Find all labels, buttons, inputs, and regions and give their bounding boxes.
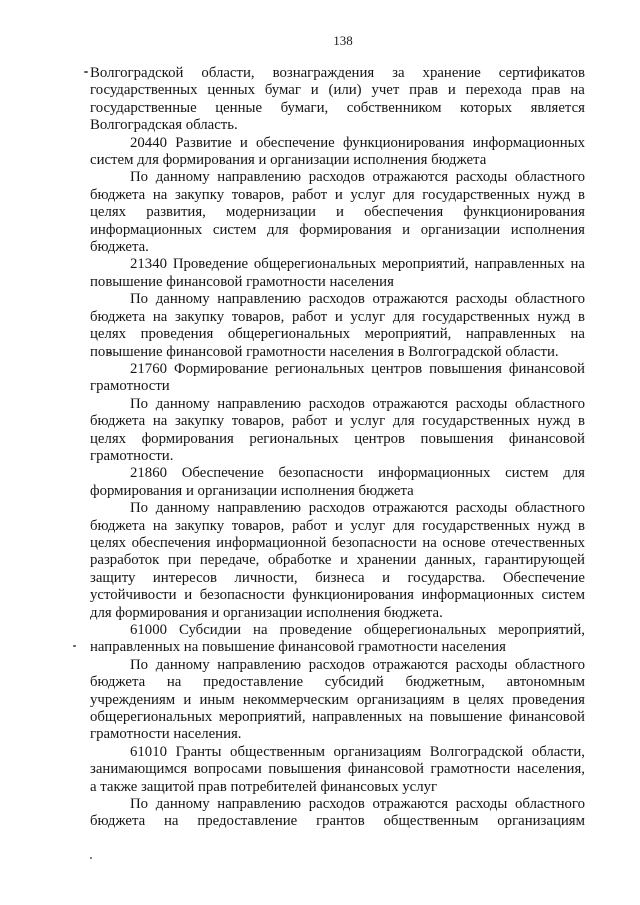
word: региональных: [249, 430, 339, 447]
word: обеспечения: [364, 204, 444, 221]
word: для: [392, 186, 415, 203]
page-number: 138: [333, 33, 353, 48]
word: некоммерческим: [242, 691, 349, 708]
word: данному: [155, 169, 210, 186]
word: бюджета: [90, 813, 146, 830]
word: и: [334, 413, 343, 430]
word: услуг: [350, 413, 386, 430]
word: По: [130, 291, 149, 308]
word: государственных: [422, 413, 530, 430]
body-text-line: [90, 796, 585, 813]
word: хранение: [422, 65, 481, 81]
section-heading-line: [90, 361, 585, 378]
word: направлению: [217, 656, 302, 673]
word: товаров,: [231, 308, 285, 325]
word: систем: [212, 221, 257, 238]
word: и: [336, 204, 344, 221]
word: и: [402, 221, 411, 238]
word: направленных: [474, 256, 565, 273]
word: хранении: [356, 552, 417, 569]
word: области,: [531, 743, 585, 760]
word: на: [570, 326, 585, 343]
word: данному: [155, 500, 210, 517]
word: и: [447, 82, 456, 99]
word: на: [570, 82, 585, 99]
word: которых: [459, 99, 513, 116]
body-text-line: [90, 396, 585, 413]
word: 61010: [130, 743, 167, 760]
section-heading-line: [90, 465, 585, 482]
word: данному: [155, 395, 210, 412]
word: По: [130, 500, 149, 517]
word: повышения: [268, 761, 342, 778]
word: государственных: [90, 82, 198, 99]
word: области,: [201, 65, 255, 81]
word: государственных: [422, 517, 530, 534]
word: товаров,: [231, 517, 285, 534]
word: систем: [541, 587, 585, 604]
word: обеспечение: [255, 134, 335, 151]
word: является: [530, 99, 585, 116]
word: занимающимся: [90, 761, 188, 778]
word: безопасности: [199, 587, 285, 604]
word: целях: [90, 534, 127, 551]
word: основе: [442, 534, 486, 551]
word: По: [130, 169, 149, 186]
word: информационной: [216, 534, 327, 551]
body-text-line: [90, 431, 585, 448]
body-text-line: [90, 291, 585, 308]
word: услуг: [350, 308, 386, 325]
word: бумаги,: [280, 99, 329, 116]
word: расходов: [308, 500, 365, 517]
word: отражаются: [372, 291, 449, 308]
word: модернизации: [226, 204, 316, 221]
word: отражаются: [372, 395, 449, 412]
word: функционирования: [292, 587, 414, 604]
word: общерегиональных: [253, 256, 377, 273]
word: на: [152, 517, 168, 534]
word: автономным: [506, 674, 585, 691]
word: расходы: [455, 395, 508, 412]
text-column: [90, 65, 585, 831]
body-text-line: грамотности.: [90, 447, 174, 464]
word: прав: [409, 82, 439, 99]
word: По: [130, 656, 149, 673]
word: при: [168, 552, 192, 569]
word: в: [578, 517, 585, 534]
body-text-line: [90, 657, 585, 674]
word: развития,: [146, 204, 206, 221]
word: общественным: [383, 813, 479, 830]
word: бюджета: [90, 186, 146, 203]
word: грамотности: [430, 761, 511, 778]
word: общественным: [230, 743, 325, 760]
word: расходов: [308, 169, 365, 186]
word: областного: [515, 169, 585, 186]
word: в: [578, 186, 585, 203]
section-heading-line: а также защитой прав потребителей финансовых услуг: [90, 778, 438, 795]
word: в: [578, 308, 585, 325]
word: формирования: [299, 221, 392, 238]
word: направленных: [312, 709, 403, 726]
word: повышения: [429, 360, 502, 377]
word: расходов: [308, 395, 365, 412]
word: государства.: [407, 569, 486, 586]
word: вознаграждения: [272, 65, 375, 81]
word: передаче,: [199, 552, 260, 569]
body-text-line: грамотности населения.: [90, 726, 242, 743]
section-heading-line: систем для формирования и организации исполнения бюджета: [90, 152, 487, 169]
body-text-line: для формирования и организации исполнения бюджета.: [90, 604, 443, 621]
word: направлению: [217, 500, 302, 517]
word: закупку: [175, 308, 225, 325]
word: центров: [371, 360, 423, 377]
word: в: [578, 413, 585, 430]
word: расходов: [308, 796, 365, 813]
word: безопасности: [278, 465, 364, 482]
word: ценных: [207, 82, 255, 99]
word: повышение: [429, 709, 503, 726]
word: на: [152, 308, 168, 325]
word: и: [334, 186, 343, 203]
section-heading-line: [90, 622, 585, 639]
section-heading-line: направленных на повышение финансовой грамотности населения: [90, 639, 506, 656]
word: за: [392, 65, 405, 81]
word: отражаются: [372, 169, 449, 186]
word: финансовой: [508, 430, 585, 447]
word: на: [152, 186, 168, 203]
body-text-line: [90, 100, 585, 117]
word: направлению: [217, 395, 302, 412]
word: закупку: [175, 517, 225, 534]
word: мероприятий,: [381, 256, 469, 273]
word: бизнеса: [315, 569, 365, 586]
continued-paragraph: [90, 65, 585, 135]
body-text-line: [90, 535, 585, 552]
word: и: [184, 587, 193, 604]
budget-code-section: [90, 256, 585, 360]
word: Волгоградской: [429, 743, 524, 760]
word: расходы: [455, 169, 508, 186]
word: учреждениям: [90, 691, 176, 708]
body-text-line: бюджета.: [90, 239, 149, 256]
word: проведения: [512, 691, 585, 708]
word: и: [340, 552, 349, 569]
scan-speck: [73, 645, 76, 647]
budget-code-section: [90, 622, 585, 744]
section-heading-line: [90, 744, 585, 761]
word: целях: [90, 430, 127, 447]
body-text-line: [90, 552, 585, 569]
word: Развитие: [175, 134, 232, 151]
word: на: [408, 709, 424, 726]
word: расходы: [455, 656, 508, 673]
word: расходов: [308, 656, 365, 673]
body-text-line: повышение финансовой грамотности населения в Волгоградской области.: [90, 343, 559, 360]
section-heading-line: повышение финансовой грамотности населения: [90, 273, 394, 290]
body-text-line: [90, 309, 585, 326]
word: и: [334, 308, 343, 325]
section-heading-line: формирования и организации исполнения бюджета: [90, 482, 414, 499]
word: мероприятий,: [364, 326, 452, 343]
word: бюджетным,: [405, 674, 485, 691]
word: бумаг: [264, 82, 301, 99]
word: и: [382, 569, 390, 586]
word: отечественных: [491, 534, 585, 551]
word: нужд: [537, 517, 571, 534]
word: отражаются: [372, 500, 449, 517]
body-text-line: [90, 187, 585, 204]
body-text-line: [90, 413, 585, 430]
budget-code-section: [90, 361, 585, 465]
word: целях: [90, 326, 127, 343]
word: собственником: [346, 99, 442, 116]
body-text-line: [90, 65, 585, 82]
word: услуг: [350, 186, 386, 203]
word: на: [253, 622, 268, 638]
section-heading-line: [90, 135, 585, 152]
word: 61000: [130, 622, 167, 638]
word: финансовой: [508, 709, 585, 726]
word: расходы: [455, 500, 508, 517]
word: работ: [291, 517, 328, 534]
word: сертификатов: [498, 65, 585, 81]
word: иным: [199, 691, 235, 708]
body-text-line: [90, 709, 585, 726]
word: информационных: [378, 465, 491, 482]
word: на: [164, 813, 179, 830]
body-text-line: [90, 813, 585, 830]
word: закупку: [175, 413, 225, 430]
word: общерегиональных: [227, 326, 351, 343]
word: и: [334, 517, 343, 534]
body-text-line: [90, 82, 585, 99]
word: устойчивости: [90, 587, 177, 604]
word: государственных: [422, 308, 530, 325]
body-text-line: [90, 500, 585, 517]
word: в: [452, 691, 460, 708]
word: для: [563, 465, 585, 482]
word: Субсидии: [178, 622, 242, 638]
budget-code-section: [90, 744, 585, 831]
word: данному: [155, 796, 210, 813]
word: целях: [467, 691, 505, 708]
word: Формирование: [173, 360, 269, 377]
word: для: [392, 413, 415, 430]
word: общерегиональных: [90, 709, 213, 726]
word: на: [166, 674, 182, 691]
word: работ: [291, 308, 328, 325]
word: региональных: [274, 360, 365, 377]
word: товаров,: [231, 413, 285, 430]
word: отражаются: [372, 656, 449, 673]
word: организации: [420, 221, 501, 238]
body-text-line: [90, 204, 585, 221]
word: интересов: [152, 569, 218, 586]
word: организациям: [497, 813, 585, 830]
word: на: [152, 413, 168, 430]
body-text-line: [90, 570, 585, 587]
word: разработок: [90, 552, 160, 569]
word: направлению: [217, 796, 302, 813]
body-text-line: [90, 169, 585, 186]
word: финансовой: [508, 360, 585, 377]
word: формирования: [141, 430, 234, 447]
section-heading-line: [90, 256, 585, 273]
word: расходов: [308, 291, 365, 308]
word: исполнения: [510, 221, 585, 238]
word: субсидий: [324, 674, 384, 691]
word: 21760: [130, 360, 167, 377]
word: направлению: [217, 291, 302, 308]
word: нужд: [537, 308, 571, 325]
word: прав: [531, 82, 561, 99]
word: отражаются: [372, 796, 449, 813]
word: для: [392, 308, 415, 325]
word: предоставление: [203, 674, 304, 691]
word: населения,: [516, 761, 585, 778]
word: функционирования: [342, 134, 465, 151]
word: и: [183, 691, 192, 708]
word: повышения: [420, 430, 494, 447]
word: Обеспечение: [502, 569, 585, 586]
word: центров: [354, 430, 406, 447]
word: перехода: [465, 82, 522, 99]
word: нужд: [537, 413, 571, 430]
body-text-line: [90, 692, 585, 709]
word: расходы: [455, 796, 508, 813]
word: мероприятий,: [218, 709, 306, 726]
body-text-line: [90, 674, 585, 691]
budget-code-section: [90, 465, 585, 622]
word: ценные: [215, 99, 263, 116]
word: для: [392, 517, 415, 534]
word: областного: [515, 500, 585, 517]
word: закупку: [175, 186, 225, 203]
word: гарантирующей: [484, 552, 585, 569]
word: информационных: [421, 587, 534, 604]
word: услуг: [350, 517, 386, 534]
word: (или): [328, 82, 362, 99]
word: 21860: [130, 465, 167, 482]
word: безопасности: [331, 534, 417, 551]
word: защиту: [90, 569, 136, 586]
word: нужд: [537, 186, 571, 203]
word: и: [310, 82, 319, 99]
word: направлению: [217, 169, 302, 186]
word: данному: [155, 291, 210, 308]
word: функционирования: [463, 204, 585, 221]
word: на: [570, 256, 585, 273]
section-heading-line: грамотности: [90, 378, 170, 395]
word: 20440: [130, 134, 167, 151]
word: Гранты: [175, 743, 222, 760]
word: информационных: [472, 134, 585, 151]
word: личности,: [234, 569, 298, 586]
word: бюджета: [90, 517, 146, 534]
word: бюджета: [90, 674, 146, 691]
word: Волгоградской: [90, 65, 184, 81]
word: данных,: [424, 552, 476, 569]
word: товаров,: [231, 186, 285, 203]
word: областного: [515, 291, 585, 308]
word: систем: [505, 465, 549, 482]
scan-speck: [84, 71, 88, 73]
word: на: [422, 534, 437, 551]
word: государственные: [90, 99, 197, 116]
word: бюджета: [90, 308, 146, 325]
word: проведения: [140, 326, 214, 343]
body-text-line: Волгоградская область.: [90, 117, 238, 134]
word: финансовой: [347, 761, 424, 778]
word: предоставление: [197, 813, 298, 830]
word: информационных: [90, 221, 203, 238]
word: для: [266, 221, 289, 238]
body-text-line: [90, 587, 585, 604]
word: 21340: [130, 256, 167, 273]
word: Обеспечение: [181, 465, 264, 482]
word: грантов: [316, 813, 365, 830]
budget-code-section: [90, 135, 585, 257]
word: областного: [515, 796, 585, 813]
word: целях: [90, 204, 127, 221]
word: расходы: [455, 291, 508, 308]
word: По: [130, 796, 149, 813]
word: вопросами: [193, 761, 262, 778]
word: областного: [515, 395, 585, 412]
word: общерегиональных: [363, 622, 487, 638]
word: проведение: [279, 622, 352, 638]
word: учет: [371, 82, 400, 99]
scan-speck: [90, 857, 92, 859]
body-text-line: [90, 326, 585, 343]
word: мероприятий,: [498, 622, 585, 638]
word: областного: [515, 656, 585, 673]
section-heading-line: [90, 761, 585, 778]
word: Проведение: [172, 256, 249, 273]
word: данному: [155, 656, 210, 673]
body-text-line: [90, 222, 585, 239]
word: организациям: [333, 743, 422, 760]
word: бюджета: [90, 413, 146, 430]
word: направленных: [465, 326, 556, 343]
word: По: [130, 395, 149, 412]
word: государственных: [422, 186, 530, 203]
body-text-line: [90, 518, 585, 535]
word: работ: [291, 413, 328, 430]
word: организациям: [356, 691, 445, 708]
word: и: [239, 134, 248, 151]
word: работ: [291, 186, 328, 203]
word: обеспечения: [131, 534, 211, 551]
word: обработке: [267, 552, 332, 569]
